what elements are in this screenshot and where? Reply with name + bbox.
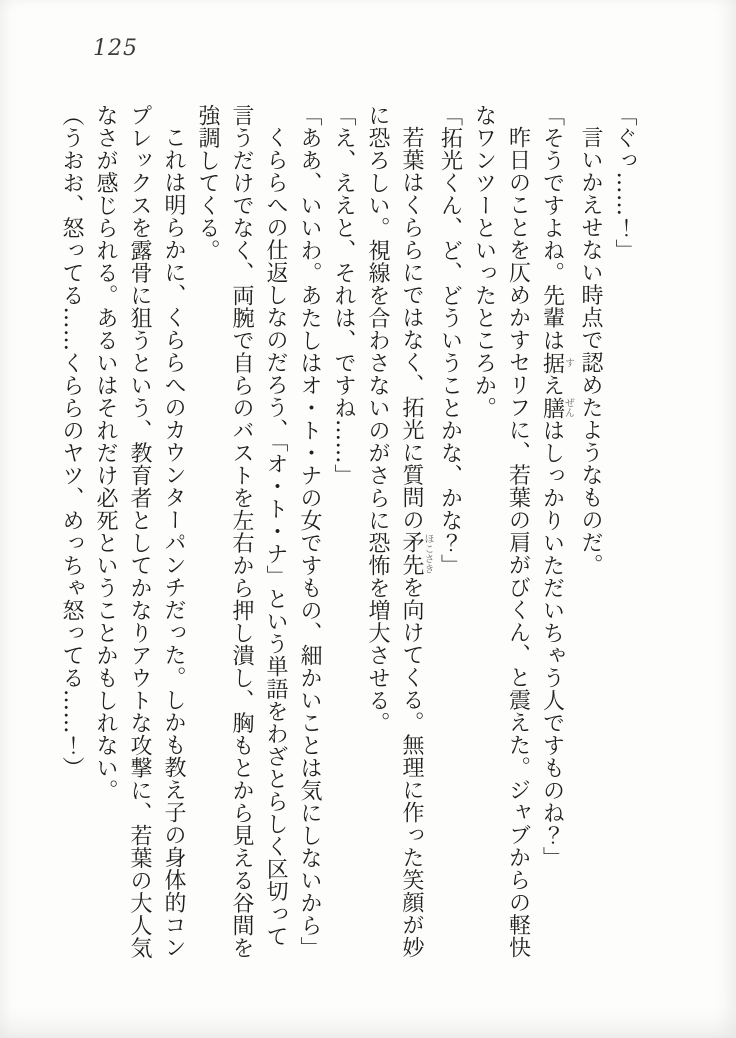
text-line: 「拓光くん、ど、どういうことかな、かな？」 [437, 104, 463, 577]
ruby-annotated-word: 膳ぜん [539, 396, 574, 419]
text-line: なさが感じられる。あるいはそれだけ必死ということかもしれない。 [93, 104, 118, 802]
ruby-annotated-word: 矛先ほこさき [399, 531, 433, 576]
text-line: 「ああ、いいわ。あたしはオ・ト・ナの女ですもの、細かいことは気にしないから」 [297, 104, 322, 959]
text-line: 強調してくる。 [195, 104, 220, 262]
ruby-annotated-word: 据す [539, 351, 574, 374]
vertical-text-block [54, 104, 641, 972]
text-line: なワンツーといったところか。 [471, 104, 497, 419]
text-line: 「ぐっ……！」 [612, 104, 637, 262]
page-number: 125 [93, 36, 138, 61]
text-line: 「え、ええと、それは、ですね……」 [331, 104, 356, 487]
text-line: くららへの仕返しなのだろう、「オ・ト・ナ」という単語をわざとらしく区切って [263, 126, 288, 948]
text-line: 「そうですよね。先輩は据すえ膳ぜんはしっかりいただいちゃう人ですものね？」 [539, 104, 574, 869]
text-line: 言うだけでなく、両腕で自らのバストを左右から押し潰し、胸もとから見える谷間を [229, 104, 254, 959]
text-line: （うおお、怒ってる……くららのヤツ、めっちゃ怒ってる……！） [59, 104, 84, 779]
text-line: に恐ろしい。視線を合わさないのがさらに恐怖を増大させる。 [365, 104, 390, 734]
text-line: 若葉はくららにではなく、拓光に質問の矛先ほこさきを向けてくる。無理に作った笑顔が妙 [399, 126, 433, 959]
text-line: これは明らかに、くららへのカウンターパンチだった。しかも教え子の身体的コン [161, 126, 186, 959]
text-line: 言いかえせない時点で認めたようなものだ。 [578, 126, 603, 576]
text-line: プレックスを露骨に狙うという、教育者としてかなりアウトな攻撃に、若葉の大人気 [127, 104, 152, 959]
text-line: 昨日のことを仄めかすセリフに、若葉の肩がびくん、と震えた。ジャブからの軽快 [505, 126, 531, 959]
